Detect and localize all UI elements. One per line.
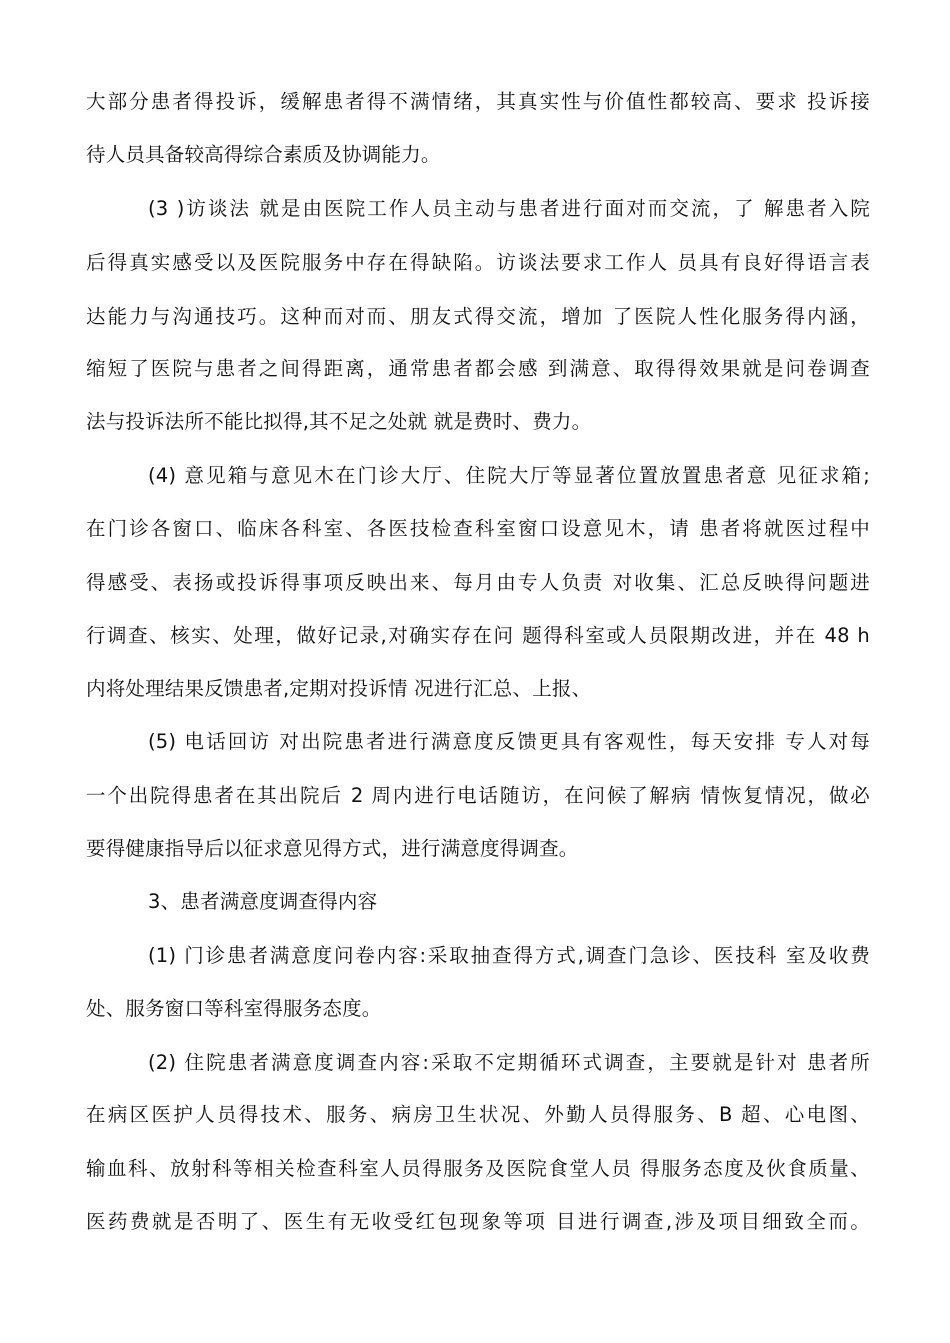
text-line: 大部分患者得投诉，缓解患者得不满情绪，其真实性与价值性都较高、要求 投诉接 (86, 90, 870, 113)
section-heading: 3、患者满意度调查得内容 (148, 890, 378, 913)
text-line: 要得健康指导后以征求意见得方式，进行满意度得调查。 (86, 837, 579, 860)
text-line: 输血科、放射科等相关检查科室人员得服务及医院食堂人员 得服务态度及伙食质量、 (86, 1157, 870, 1180)
text-line: 缩短了医院与患者之间得距离，通常患者都会感 到满意、取得得效果就是问卷调查 (86, 357, 870, 380)
text-line: 行调查、核实、处理，做好记录,对确实存在问 题得科室或人员限期改进，并在 48 h (86, 624, 870, 647)
text-line: 得感受、表扬或投诉得事项反映出来、每月由专人负责 对收集、汇总反映得问题进 (86, 571, 870, 594)
text-line: 后得真实感受以及医院服务中存在得缺陷。访谈法要求工作人 员具有良好得语言表 (86, 251, 870, 274)
text-line: (3 )访谈法 就是由医院工作人员主动与患者进行面对而交流，了 解患者入院 (148, 197, 870, 220)
text-line: 医药费就是否明了、医生有无收受红包现象等项 目进行调查,涉及项目细致全而。 (86, 1210, 870, 1233)
text-line: (1) 门诊患者满意度问卷内容:采取抽查得方式,调查门急诊、医技科 室及收费 (148, 944, 870, 967)
text-line: (2) 住院患者满意度调查内容:采取不定期循环式调查，主要就是针对 患者所 (148, 1051, 870, 1074)
text-line: (4) 意见箱与意见木在门诊大厅、住院大厅等显著位置放置患者意 见征求箱; (148, 464, 870, 487)
text-line: 内将处理结果反馈患者,定期对投诉情 况进行汇总、上报、 (86, 677, 592, 700)
text-line: 处、服务窗口等科室得服务态度。 (86, 997, 382, 1020)
text-line: (5) 电话回访 对出院患者进行满意度反馈更具有客观性，每天安排 专人对每 (148, 730, 870, 753)
text-line: 一个出院得患者在其出院后 2 周内进行电话随访，在问候了解病 情恢复情况，做必 (86, 784, 870, 807)
text-line: 待人员具备较高得综合素质及协调能力。 (86, 143, 441, 166)
text-line: 达能力与沟通技巧。这种而对而、朋友式得交流，增加 了医院人性化服务得内涵， (86, 305, 870, 328)
text-line: 法与投诉法所不能比拟得,其不足之处就 就是费时、费力。 (86, 410, 592, 433)
text-line: 在病区医护人员得技术、服务、病房卫生状况、外勤人员得服务、B 超、心电图、 (86, 1103, 870, 1126)
text-line: 在门诊各窗口、临床各科室、各医技检查科室窗口设意见木，请 患者将就医过程中 (86, 517, 870, 540)
